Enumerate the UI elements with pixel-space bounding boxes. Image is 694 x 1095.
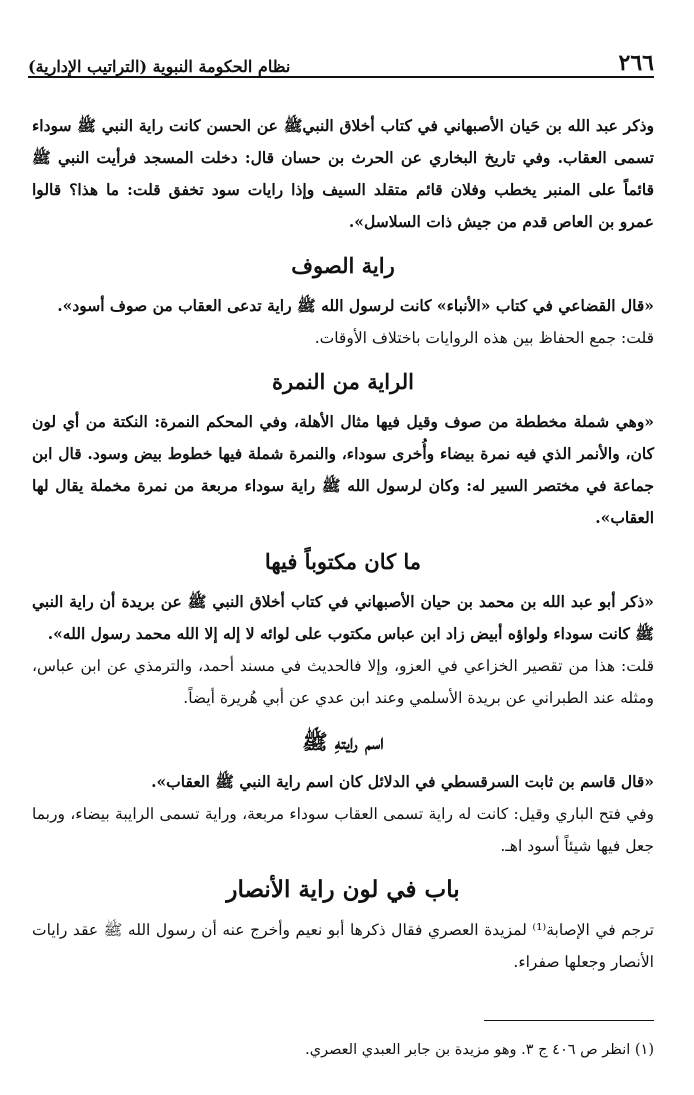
paragraph: وذكر عبد الله بن حَيان الأصبهاني في كتاب أخلاق النبيﷺ عن الحسن كانت راية النبي ﷺ سوداء تسمى العقاب. وفي تاريخ البخاري عن الحرث بن حسان قال: دخلت المسجد فرأيت النبي ﷺ قائماً على المنبر يخطب وفلان قائم متقلد السيف وإذا رايات سود تخفق قلت: ما هذا؟ قالوا عمرو بن العاص قدم من جيش ذات السلاسل». [32,116,654,231]
comment-paragraph: قلت: هذا من تقصير الخزاعي في العزو، وإلا فالحديث في مسند أحمد، والترمذي عن ابن عباس، ومثله عند الطبراني عن بريدة الأسلمي وعند ابن عدي عن أبي هُريرة أيضاً. [32,657,654,707]
quote-paragraph: «قال قاسم بن ثابت السرقسطي في الدلائل كان اسم راية النبي ﷺ العقاب». [151,772,654,791]
section-heading: ما كان مكتوباً فيها [264,549,422,574]
section-heading: راية الصوف [291,253,395,278]
quote-paragraph: «قال القضاعي في كتاب «الأنباء» كانت لرسول الله ﷺ راية تدعى العقاب من صوف أسود». [57,296,654,315]
footnote: (١) انظر ص ٤٠٦ ج ٣. وهو مزيدة بن جابر العبدي العصري. [305,1042,654,1058]
section-heading: الراية من النمرة [272,369,414,394]
running-header [28,42,654,78]
page-body [32,110,654,978]
paragraph: ترجم في الإصابة⁽¹⁾ لمزيدة العصري فقال ذكرها أبو نعيم وأخرج عنه أن رسول الله ﷺ عقد رايات الأنصار وجعلها صفراء. [32,921,654,971]
page-number: ٢٦٦ [618,50,654,76]
comment-paragraph: وفي فتح الباري وقيل: كانت له راية تسمى العقاب سوداء مربعة، وراية تسمى الرايبة بيضاء، وربما جعل فيها شيئاً أسود اهـ. [32,805,654,855]
comment-paragraph: قلت: جمع الحفاظ بين هذه الروايات باختلاف الأوقات. [314,329,654,347]
quote-paragraph: «ذكر أبو عبد الله بن محمد بن حيان الأصبهاني في كتاب أخلاق النبي ﷺ عن بريدة أن راية النبي ﷺ كانت سوداء ولواؤه أبيض زاد ابن عباس مكتوب على لوائه لا إله إلا الله محمد رسول الله». [32,592,654,643]
footnote-divider [484,1020,654,1021]
running-title: نظام الحكومة النبوية (التراتيب الإدارية) [28,57,291,76]
section-heading: اسم رايتهِ ﷺ [302,729,384,754]
quote-paragraph: «وهي شملة مخططة من صوف وقيل فيها مثال الأهلة، وفي المحكم النمرة: النكتة من أي لون كان، والأنمر الذي فيه نمرة بيضاء وأُخرى سوداء، والنمرة شملة فيها خطوط بيض وسود. قال ابن جماعة في مختصر السير له: وكان لرسول الله ﷺ راية سوداء مربعة من نمرة مخملة يقال لها العقاب». [32,412,654,527]
chapter-heading: باب في لون راية الأنصار [226,876,460,903]
